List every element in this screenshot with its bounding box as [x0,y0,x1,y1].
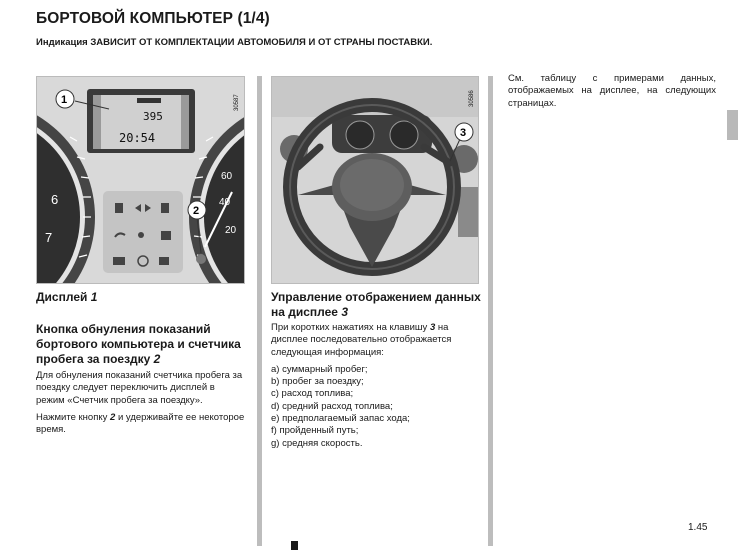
caption-display [36,290,251,305]
svg-text:3: 3 [460,127,467,139]
figure-code: 30587 [234,94,240,111]
info-list [271,364,483,450]
lcd-clock: 20:54 [119,131,156,145]
figure-code: 30586 [469,90,475,107]
column-divider [257,76,262,546]
caption-text: Управление отображением данных на дисплее [271,290,481,319]
caption-reset-button [36,322,244,367]
dial-label: 20 [225,225,237,236]
page-note: Индикация ЗАВИСИТ ОТ КОМПЛЕКТАЦИИ АВТОМОБИЛЯ И ОТ СТРАНЫ ПОСТАВКИ. [36,37,433,48]
list-item: g) средняя скорость. [271,437,363,449]
reset-instructions [36,370,246,441]
paragraph: Для обнуления показаний счетчика пробега за поездку следует переключить дисплей в режим «Счетчик пробега за поездку». [36,370,243,406]
page-number: 1.45 [688,522,708,533]
display-control-instructions [271,322,483,450]
figure-steering-wheel [271,76,479,284]
page-title: БОРТОВОЙ КОМПЬЮТЕР (1/4) [36,10,270,27]
page-marker [291,541,298,550]
lcd-value: 395 [143,110,163,123]
warning-lights-panel [103,191,183,273]
list-item: a) суммарный пробег; [271,363,368,375]
list-item: c) расход топлива; [271,388,354,400]
list-item: f) пройденный путь; [271,425,359,437]
dial-label: 60 [221,171,233,182]
caption-ref: 3 [341,305,349,319]
list-item: d) средний расход топлива; [271,400,393,412]
figure-instrument-cluster [36,76,245,284]
section-tab [727,110,738,140]
svg-text:2: 2 [193,205,200,217]
list-item: b) пробег за поездку; [271,376,364,388]
caption-text: Дисплей [36,290,88,304]
caption-display-control [271,290,481,320]
column-divider [488,76,493,546]
caption-text: Кнопка обнуления показаний бортового компьютера и счетчика пробега за поездку [36,322,241,366]
svg-text:1: 1 [61,94,68,106]
caption-ref: 2 [153,352,161,366]
paragraph: Нажмите кнопку 2 и удерживайте ее некоторое время. [36,411,245,436]
table-reference-text: См. таблицу с примерами данных, отображаемых на дисплее, на следующих страницах. [508,73,716,109]
reset-button[interactable] [196,254,206,264]
dial-label: 40 [219,197,231,208]
dial-label: 6 [51,192,59,207]
paragraph: При коротких нажатиях на клавишу 3 на дисплее последовательно отображается следующая информация: [271,322,452,358]
caption-ref: 1 [90,290,98,304]
dial-label: 7 [45,230,53,245]
list-item: e) предполагаемый запас хода; [271,413,410,425]
